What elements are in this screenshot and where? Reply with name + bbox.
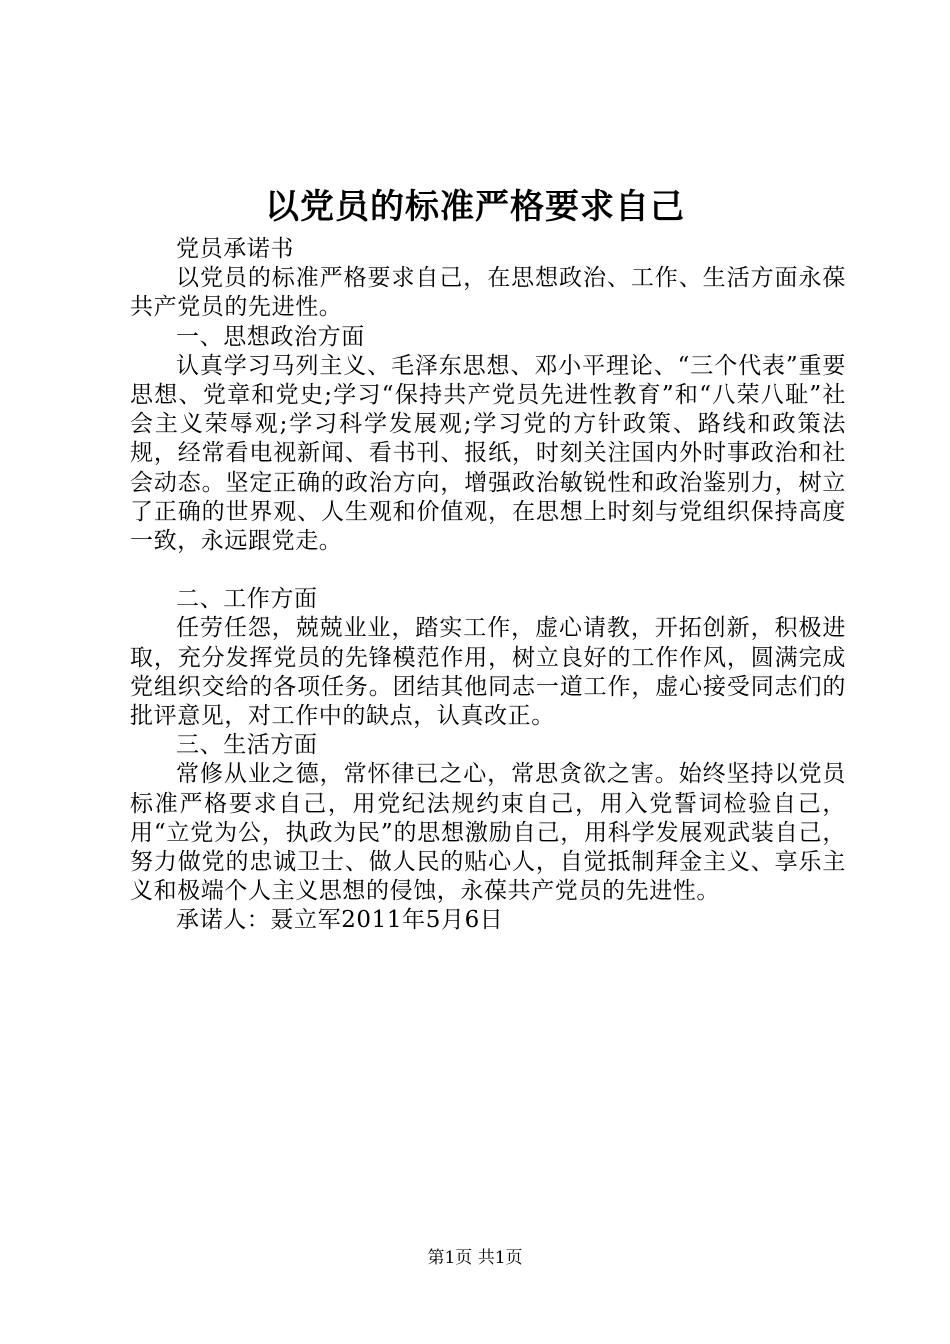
paragraph-ideology: 认真学习马列主义、毛泽东思想、邓小平理论、“三个代表”重要思想、党章和党史;学习“保持共产党员先进性教育”和“八荣八耻”社会主义荣辱观;学习科学发展观;学习党的方针政策、路线和政策法规，经常看电视新闻、看书刊、报纸，时刻关注国内外时事政治和社会动态。坚定正确的政治方向，增强政治敏锐性和政治鉴别力，树立了正确的世界观、人生观和价值观，在思想上时刻与党组织保持高度一致，永远跟党走。 (130, 352, 846, 555)
paragraph-life: 常修从业之德，常怀律已之心，常思贪欲之害。始终坚持以党员标准严格要求自己，用党纪法规约束自己，用入党誓词检验自己，用“立党为公，执政为民”的思想激励自己，用科学发展观武装自己，努力做党的忠诚卫士、做人民的贴心人，自觉抵制拜金主义、享乐主义和极端个人主义思想的侵蚀，永葆共产党员的先进性。 (130, 761, 846, 905)
section-heading-life: 三、生活方面 (176, 732, 318, 759)
paragraph-heading-commitment: 党员承诺书 (176, 236, 294, 262)
document-title: 以党员的标准严格要求自己 (265, 187, 685, 227)
paragraph-intro: 以党员的标准严格要求自己，在思想政治、工作、生活方面永葆共产党员的先进性。 (130, 265, 846, 321)
section-heading-work: 二、工作方面 (176, 586, 318, 613)
document-body (130, 235, 846, 936)
signature-line: 承诺人：聂立军2011年5月6日 (176, 907, 504, 934)
paragraph-work: 任劳任怨，兢兢业业，踏实工作，虚心请教，开拓创新，积极进取，充分发挥党员的先锋模范作用，树立良好的工作作风，圆满完成党组织交给的各项任务。团结其他同志一道工作，虚心接受同志们的批评意见，对工作中的缺点，认真改正。 (130, 615, 846, 730)
section-heading-ideology: 一、思想政治方面 (176, 323, 365, 350)
page-footer: 第1页 共1页 (427, 1248, 523, 1268)
